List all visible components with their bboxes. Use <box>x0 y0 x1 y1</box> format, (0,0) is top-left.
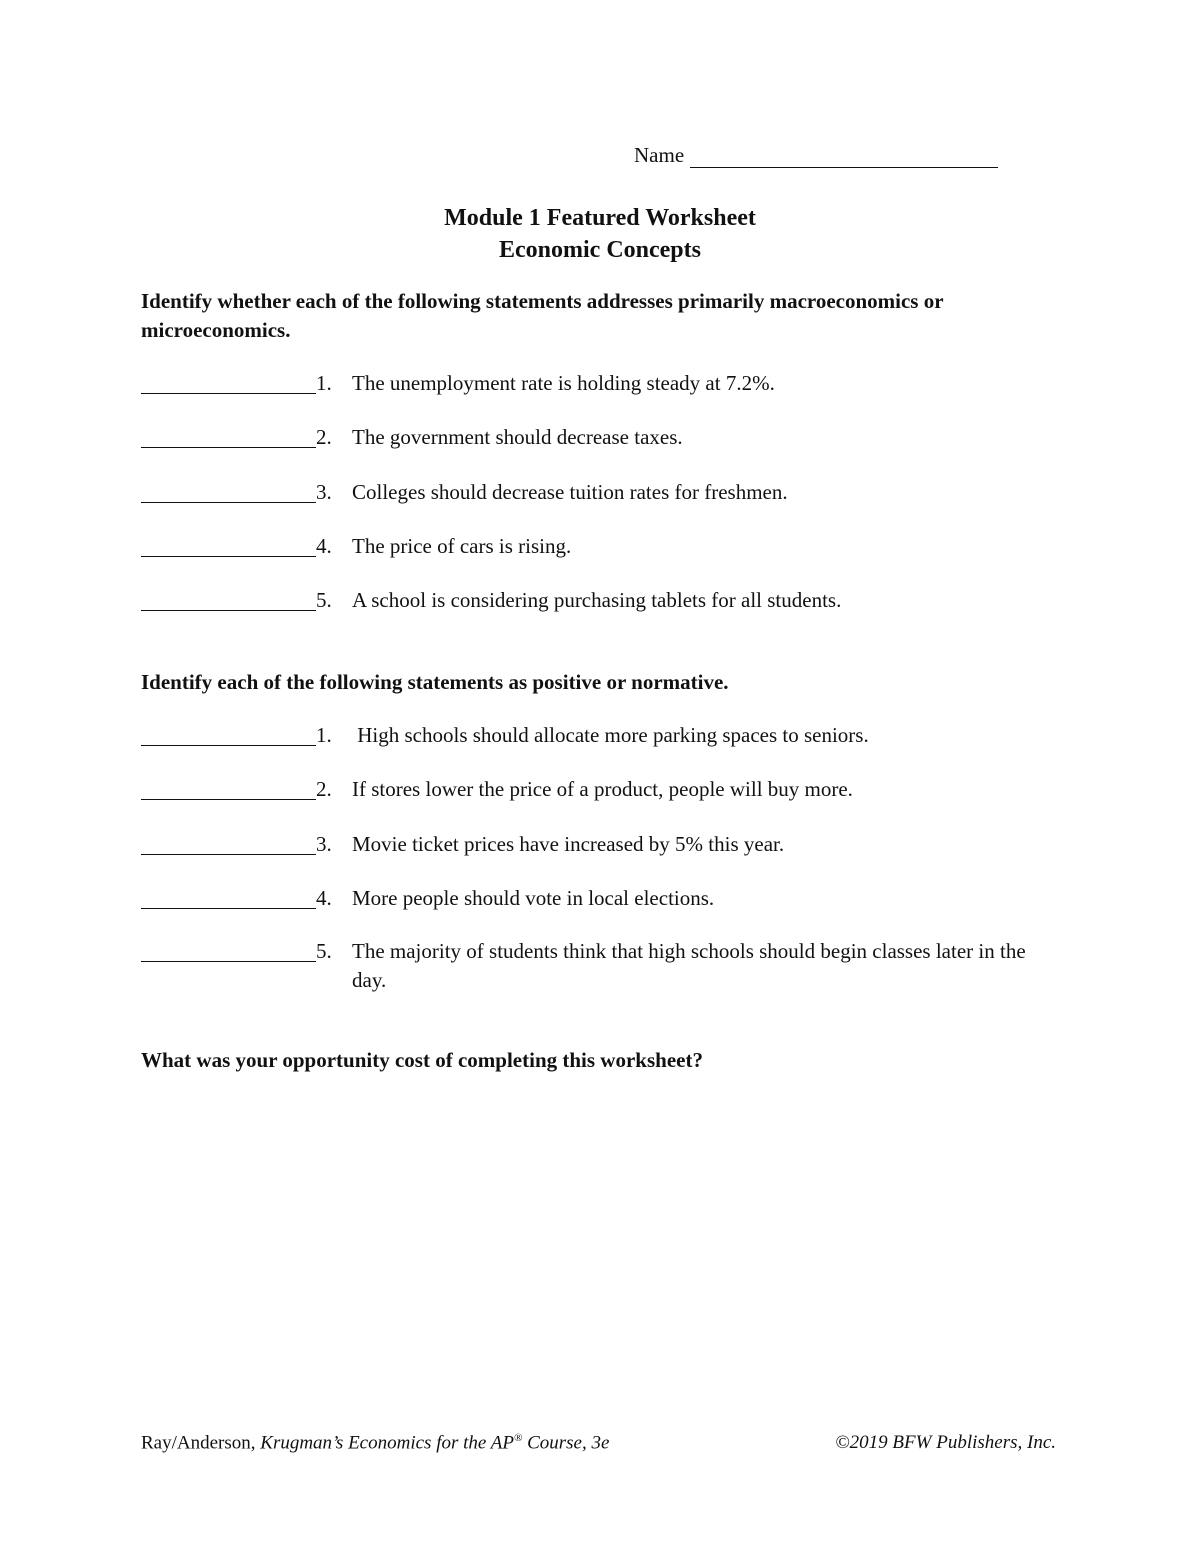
answer-blank[interactable] <box>141 423 316 448</box>
item-text: Movie ticket prices have increased by 5% this year. <box>352 832 785 856</box>
footer-copyright: ©2019 BFW Publishers, Inc. <box>835 1432 1056 1453</box>
item-number: 1. <box>316 371 332 395</box>
item-text: The majority of students think that high schools should begin classes later in the day. <box>352 939 1026 992</box>
page-footer <box>141 1432 1056 1454</box>
answer-blank[interactable] <box>141 586 316 611</box>
section1-item-2 <box>141 423 1071 452</box>
name-label: Name <box>634 143 685 167</box>
item-number: 5. <box>316 588 332 612</box>
item-number: 4. <box>316 534 332 558</box>
section1-item-5 <box>141 586 1071 615</box>
section2-instruction: Identify each of the following statements as positive or normative. <box>141 670 729 694</box>
item-text: The price of cars is rising. <box>352 534 572 558</box>
footer-citation <box>141 1432 609 1454</box>
opportunity-cost-question: What was your opportunity cost of completing this worksheet? <box>141 1048 703 1072</box>
item-number: 2. <box>316 777 332 801</box>
answer-blank[interactable] <box>141 369 316 394</box>
name-field-row <box>634 143 998 168</box>
answer-blank[interactable] <box>141 830 316 855</box>
item-text: High schools should allocate more parking spaces to seniors. <box>352 723 869 747</box>
section1-item-3 <box>141 478 1071 507</box>
item-number: 4. <box>316 886 332 910</box>
footer-book-edition: Course, 3e <box>522 1432 610 1454</box>
item-number: 2. <box>316 425 332 449</box>
item-text: A school is considering purchasing tablets for all students. <box>352 588 842 612</box>
item-number: 3. <box>316 832 332 856</box>
item-text: The unemployment rate is holding steady at 7.2%. <box>352 371 775 395</box>
section2-item-5 <box>141 937 1071 995</box>
section2-item-2 <box>141 775 1071 804</box>
section1-instruction: Identify whether each of the following statements addresses primarily macroeconomics or microeconomics. <box>141 289 944 342</box>
section2-item-1 <box>141 721 1071 750</box>
item-text: If stores lower the price of a product, people will buy more. <box>352 777 853 801</box>
answer-blank[interactable] <box>141 721 316 746</box>
section2-item-3 <box>141 830 1071 859</box>
footer-author: Ray/Anderson, <box>141 1432 261 1454</box>
item-text: Colleges should decrease tuition rates for freshmen. <box>352 480 788 504</box>
section2-item-4 <box>141 884 1071 913</box>
item-text: More people should vote in local elections. <box>352 886 715 910</box>
worksheet-subtitle: Economic Concepts <box>499 237 701 263</box>
worksheet-title: Module 1 Featured Worksheet <box>444 205 756 231</box>
registered-mark: ® <box>513 1432 523 1444</box>
answer-blank[interactable] <box>141 532 316 557</box>
section1-item-4 <box>141 532 1071 561</box>
section1-item-1 <box>141 369 1071 398</box>
item-number: 5. <box>316 939 332 963</box>
answer-blank[interactable] <box>141 478 316 503</box>
footer-book-title: Krugman’s Economics for the AP <box>260 1432 514 1454</box>
item-number: 1. <box>316 723 332 747</box>
answer-blank[interactable] <box>141 775 316 800</box>
name-blank-line[interactable] <box>690 145 998 168</box>
answer-blank[interactable] <box>141 937 316 962</box>
item-number: 3. <box>316 480 332 504</box>
answer-blank[interactable] <box>141 884 316 909</box>
item-text: The government should decrease taxes. <box>352 425 683 449</box>
